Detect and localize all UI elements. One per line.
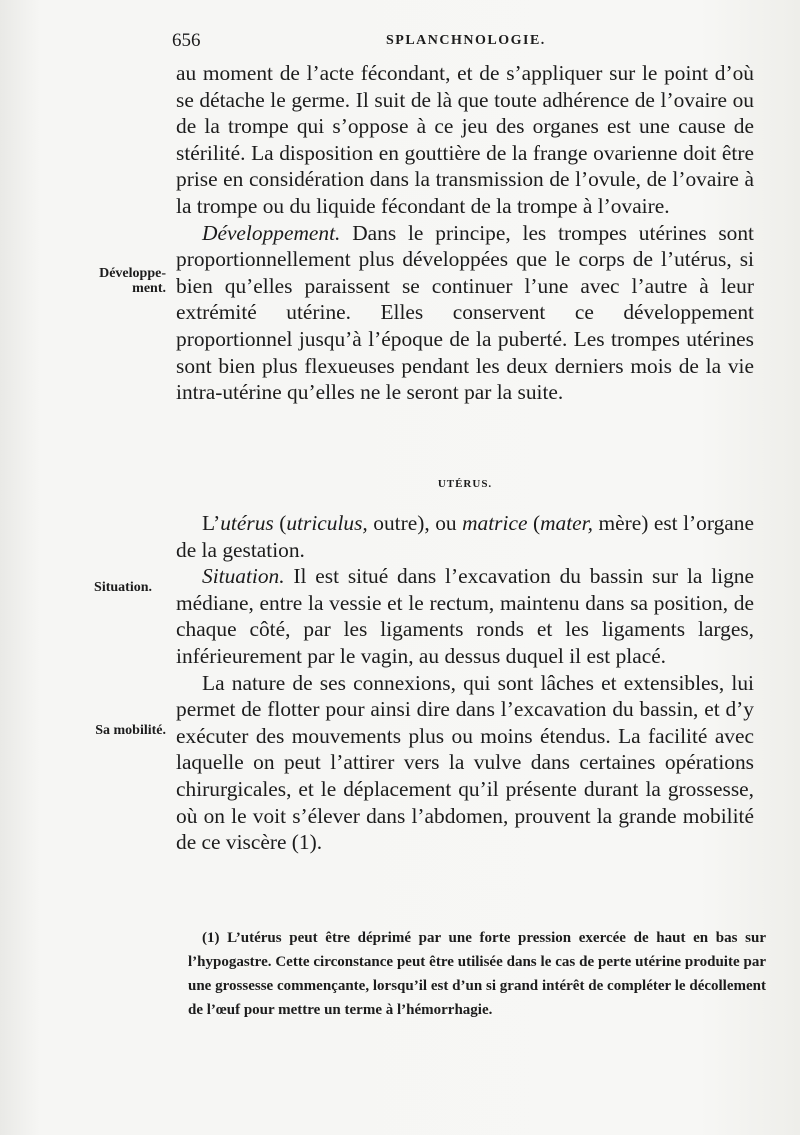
margin-note-situation: Situation. <box>94 580 152 595</box>
running-title: SPLANCHNOLOGIE. <box>386 33 546 48</box>
paragraph-uterus-definition <box>176 510 754 563</box>
def-part7: ( <box>527 511 541 535</box>
paragraph-continuation: au moment de l’acte fécondant, et de s’appliquer sur le point d’où se détache le germe. Il suit de là que toute adhérence de l’ovaire ou de la trompe qui s’oppose à ce jeu des organes est une cause de stérilité. La disposition en gouttière de la frange ovarienne doit être prise en considération dans la transmission de l’ovule, de l’ovaire à la trompe ou du liquide fécondant de la trompe à l’ovaire. <box>176 61 754 218</box>
paragraph-situation-text: Il est situé dans l’excavation du bassin sur la ligne médiane, entre la vessie et le rectum, maintenu dans sa position, de chaque côté, par les ligaments ronds et les ligaments larges, inférieurement par le vagin, au dessus duquel il est placé. <box>176 564 754 668</box>
paragraph-developpement-lead: Développement. <box>202 220 341 245</box>
page-number: 656 <box>172 30 201 51</box>
page-header <box>172 30 762 50</box>
def-term-matrice: matrice <box>462 511 528 535</box>
main-text-top <box>176 60 754 406</box>
def-part5: outre), ou <box>367 511 463 535</box>
margin-note-mobilite: Sa mobilité. <box>95 723 166 738</box>
paragraph-developpement-text: Dans le principe, les trompes utérines sont proportionnellement plus développées que le corps de l’utérus, si bien qu’elles paraissent se continuer l’une avec l’autre à leur extrémité utérine. Elles conservent ce développement proportionnel jusqu’à l’époque de la puberté. Les trompes utérines sont bien plus flexueuses pendant les deux derniers mois de la vie intra-utérine qu’elles ne le seront par la suite. <box>176 220 754 405</box>
paragraph-developpement <box>176 220 754 406</box>
paragraph-situation <box>176 563 754 669</box>
def-part9: mère) est l’organe de la gestation. <box>176 511 754 562</box>
paragraph-mobilite: La nature de ses connexions, qui sont lâches et extensibles, lui permet de flotter pour ainsi dire dans l’excavation du bassin, et d’y exécuter des mouvements plus ou moins étendus. La facilité avec laquelle on peut l’attirer vers la vulve dans certaines opérations chirurgicales, et le déplacement qu’il présente durant la grossesse, où on le voit s’élever dans l’abdomen, prouvent la grande mobilité de ce viscère (1). <box>176 670 754 855</box>
section-heading-uterus: UTÉRUS. <box>437 478 493 490</box>
margin-note-developpement-line2: ment. <box>132 281 166 296</box>
footnote-text: (1) L’utérus peut être déprimé par une forte pression exercée de haut en bas sur l’hypogastre. Cette circonstance peut être utilisée dans le cas de perte utérine produite par une grossesse commençante, lorsqu’il est d’un si grand intérêt de compléter le décollement de l’œuf pour mettre un terme à l’hémorrhagie. <box>188 930 766 1018</box>
footnote <box>188 926 766 1022</box>
def-term-utriculus: utriculus, <box>286 511 368 535</box>
margin-note-developpement <box>40 266 166 296</box>
def-term-mater: mater, <box>540 511 593 535</box>
def-term-uterus: utérus <box>220 511 274 535</box>
def-part3: ( <box>273 511 287 535</box>
margin-note-developpement-line1: Développe- <box>99 266 166 281</box>
paragraph-situation-lead: Situation. <box>202 564 285 589</box>
main-text-bottom <box>176 510 754 856</box>
def-part1: L’ <box>202 511 221 535</box>
